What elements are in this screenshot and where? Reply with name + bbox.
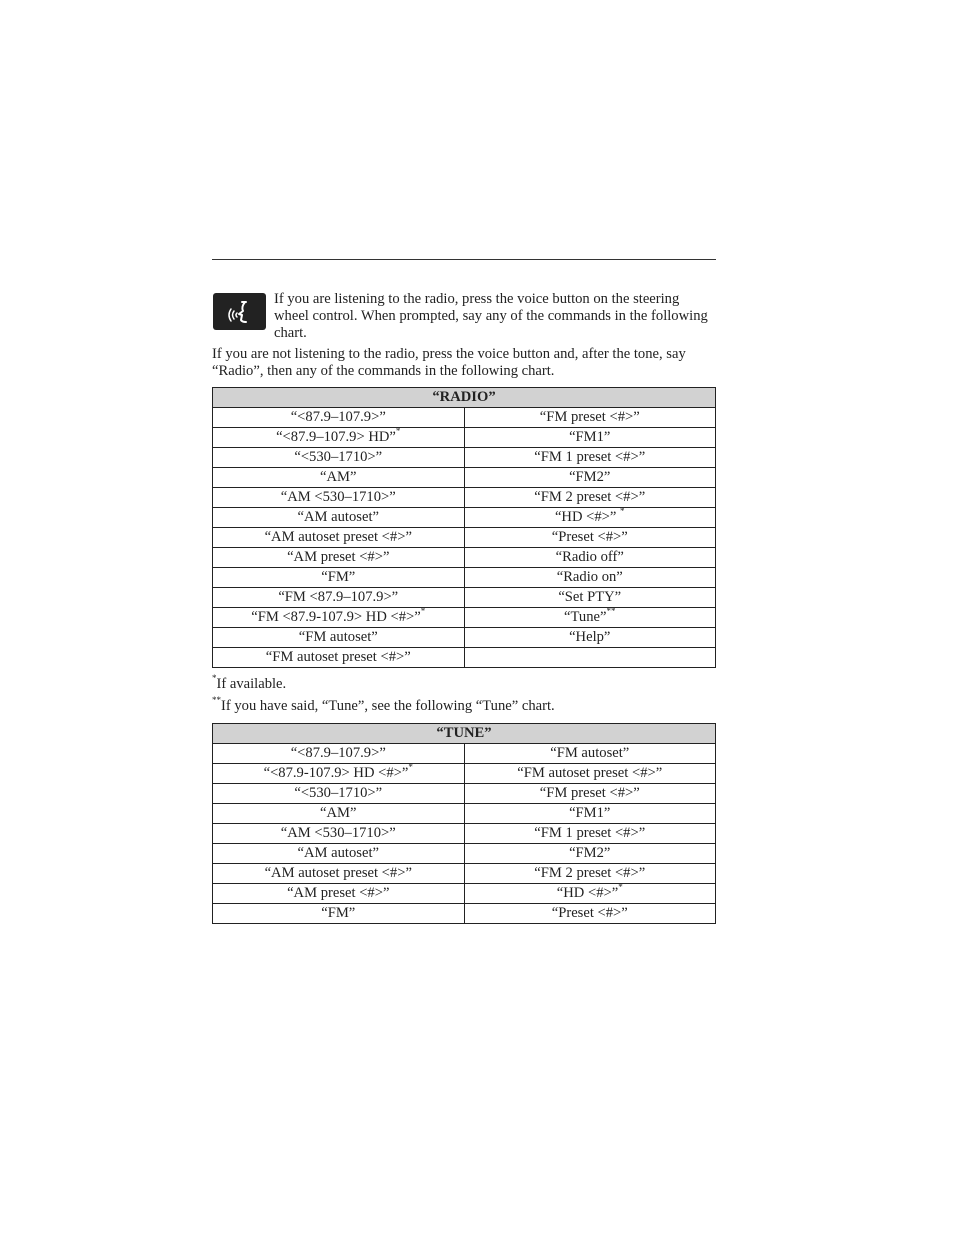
tune-commands-table (212, 723, 716, 924)
footnote-mark: * (212, 673, 217, 684)
command-cell (213, 648, 465, 668)
command-cell (464, 648, 716, 668)
command-cell (464, 744, 716, 764)
command-text: “AM autoset preset <#>” (264, 529, 412, 545)
table-row (213, 408, 716, 428)
footnote-mark: * (420, 606, 426, 617)
table-row (213, 608, 716, 628)
table-row (213, 588, 716, 608)
table-row (213, 784, 716, 804)
command-cell (464, 764, 716, 784)
command-cell (464, 488, 716, 508)
command-text: “FM2” (569, 469, 611, 485)
table-row (213, 904, 716, 924)
command-text: “FM2” (569, 845, 611, 861)
command-text: “FM” (321, 905, 356, 921)
command-text: “AM” (320, 469, 357, 485)
footnote-available (212, 673, 287, 693)
command-cell (213, 408, 465, 428)
command-cell (464, 784, 716, 804)
command-cell (213, 488, 465, 508)
command-text: “Tune” (564, 609, 607, 625)
command-cell (213, 508, 465, 528)
command-cell (213, 784, 465, 804)
command-text: “Preset <#>” (551, 905, 628, 921)
footnote-text: If you have said, “Tune”, see the following “Tune” chart. (221, 698, 555, 714)
footnote-mark: * (620, 506, 625, 517)
command-text: “FM” (321, 569, 356, 585)
command-text: “AM <530–1710>” (280, 489, 396, 505)
command-text: “AM” (320, 805, 357, 821)
footnote-mark: ** (212, 695, 221, 706)
command-cell (213, 904, 465, 924)
table-row (213, 804, 716, 824)
command-cell (213, 824, 465, 844)
command-cell (213, 864, 465, 884)
table-title: “TUNE” (213, 724, 716, 744)
command-cell (464, 408, 716, 428)
table-row (213, 628, 716, 648)
command-text: “Preset <#>” (551, 529, 628, 545)
footnote-mark: * (618, 882, 623, 893)
command-text: “AM preset <#>” (287, 549, 390, 565)
table-row (213, 844, 716, 864)
command-text: “FM autoset preset <#>” (265, 649, 411, 665)
command-text: “Radio on” (556, 569, 623, 585)
table-row (213, 568, 716, 588)
command-text: “<530–1710>” (294, 785, 383, 801)
command-text: “FM autoset” (298, 629, 378, 645)
command-text: “HD <#>” (554, 509, 621, 525)
command-cell (213, 628, 465, 648)
command-text: “<87.9–107.9>” (290, 745, 386, 761)
command-text: “<87.9–107.9>” (290, 409, 386, 425)
command-text: “FM1” (569, 805, 611, 821)
command-cell (464, 428, 716, 448)
table-row (213, 428, 716, 448)
command-cell (213, 804, 465, 824)
command-text: “<530–1710>” (294, 449, 383, 465)
command-cell (464, 628, 716, 648)
command-text: “FM 1 preset <#>” (534, 825, 646, 841)
command-cell (464, 844, 716, 864)
command-cell (464, 468, 716, 488)
table-row (213, 528, 716, 548)
command-cell (213, 428, 465, 448)
table-row (213, 824, 716, 844)
command-text: “AM <530–1710>” (280, 825, 396, 841)
radio-commands-table (212, 387, 716, 668)
instruction-paragraph: If you are not listening to the radio, press the voice button and, after the tone, say “Radio”, then any of the commands in the following chart. (212, 346, 686, 379)
header-rule (212, 259, 716, 260)
command-text: “FM <87.9-107.9> HD <#>” (251, 609, 421, 625)
table-row (213, 448, 716, 468)
command-cell (464, 528, 716, 548)
footnote-mark: * (408, 762, 413, 773)
command-text: “<87.9–107.9> HD” (276, 429, 396, 445)
command-cell (464, 548, 716, 568)
command-text: “HD <#>” (556, 885, 619, 901)
footnote-text: If available. (216, 676, 287, 692)
command-cell (213, 608, 465, 628)
command-cell (213, 744, 465, 764)
command-text: “FM <87.9–107.9>” (278, 589, 399, 605)
command-cell (464, 588, 716, 608)
command-text: “FM autoset preset <#>” (517, 765, 663, 781)
command-text: “FM preset <#>” (539, 785, 640, 801)
command-text: “FM 2 preset <#>” (534, 865, 646, 881)
command-text: “FM preset <#>” (539, 409, 640, 425)
command-cell (213, 568, 465, 588)
command-cell (213, 448, 465, 468)
command-cell (464, 508, 716, 528)
command-cell (464, 904, 716, 924)
command-cell (464, 448, 716, 468)
command-text: “FM1” (569, 429, 611, 445)
table-row (213, 648, 716, 668)
command-text: “Radio off” (555, 549, 624, 565)
command-text: “AM autoset” (297, 509, 379, 525)
table-title: “RADIO” (213, 388, 716, 408)
command-cell (464, 884, 716, 904)
command-text: “AM autoset preset <#>” (264, 865, 412, 881)
intro-text: If you are listening to the radio, press the voice button on the steering wheel control. When prompted, say any of the commands in the following chart. (274, 291, 708, 341)
command-text: “FM autoset” (550, 745, 630, 761)
command-cell (213, 844, 465, 864)
table-row (213, 548, 716, 568)
voice-button-icon (213, 293, 266, 330)
command-text: “Set PTY” (558, 589, 622, 605)
command-text: “AM autoset” (297, 845, 379, 861)
table-row (213, 468, 716, 488)
table-row (213, 488, 716, 508)
table-row (213, 744, 716, 764)
command-cell (213, 528, 465, 548)
command-cell (213, 548, 465, 568)
command-text: “FM 1 preset <#>” (534, 449, 646, 465)
command-cell (213, 764, 465, 784)
footnote-mark: * (395, 426, 401, 437)
command-cell (464, 608, 716, 628)
command-cell (213, 884, 465, 904)
command-text: “<87.9-107.9> HD <#>” (263, 765, 409, 781)
command-cell (213, 588, 465, 608)
table-row (213, 864, 716, 884)
table-row (213, 764, 716, 784)
command-text: “FM 2 preset <#>” (534, 489, 646, 505)
command-cell (464, 864, 716, 884)
table-row (213, 508, 716, 528)
command-cell (464, 568, 716, 588)
command-text: “AM preset <#>” (287, 885, 390, 901)
command-cell (464, 824, 716, 844)
footnote-tune (212, 695, 555, 715)
command-cell (213, 468, 465, 488)
command-text: “Help” (569, 629, 611, 645)
footnote-mark: ** (606, 606, 616, 617)
command-cell (464, 804, 716, 824)
table-row (213, 884, 716, 904)
